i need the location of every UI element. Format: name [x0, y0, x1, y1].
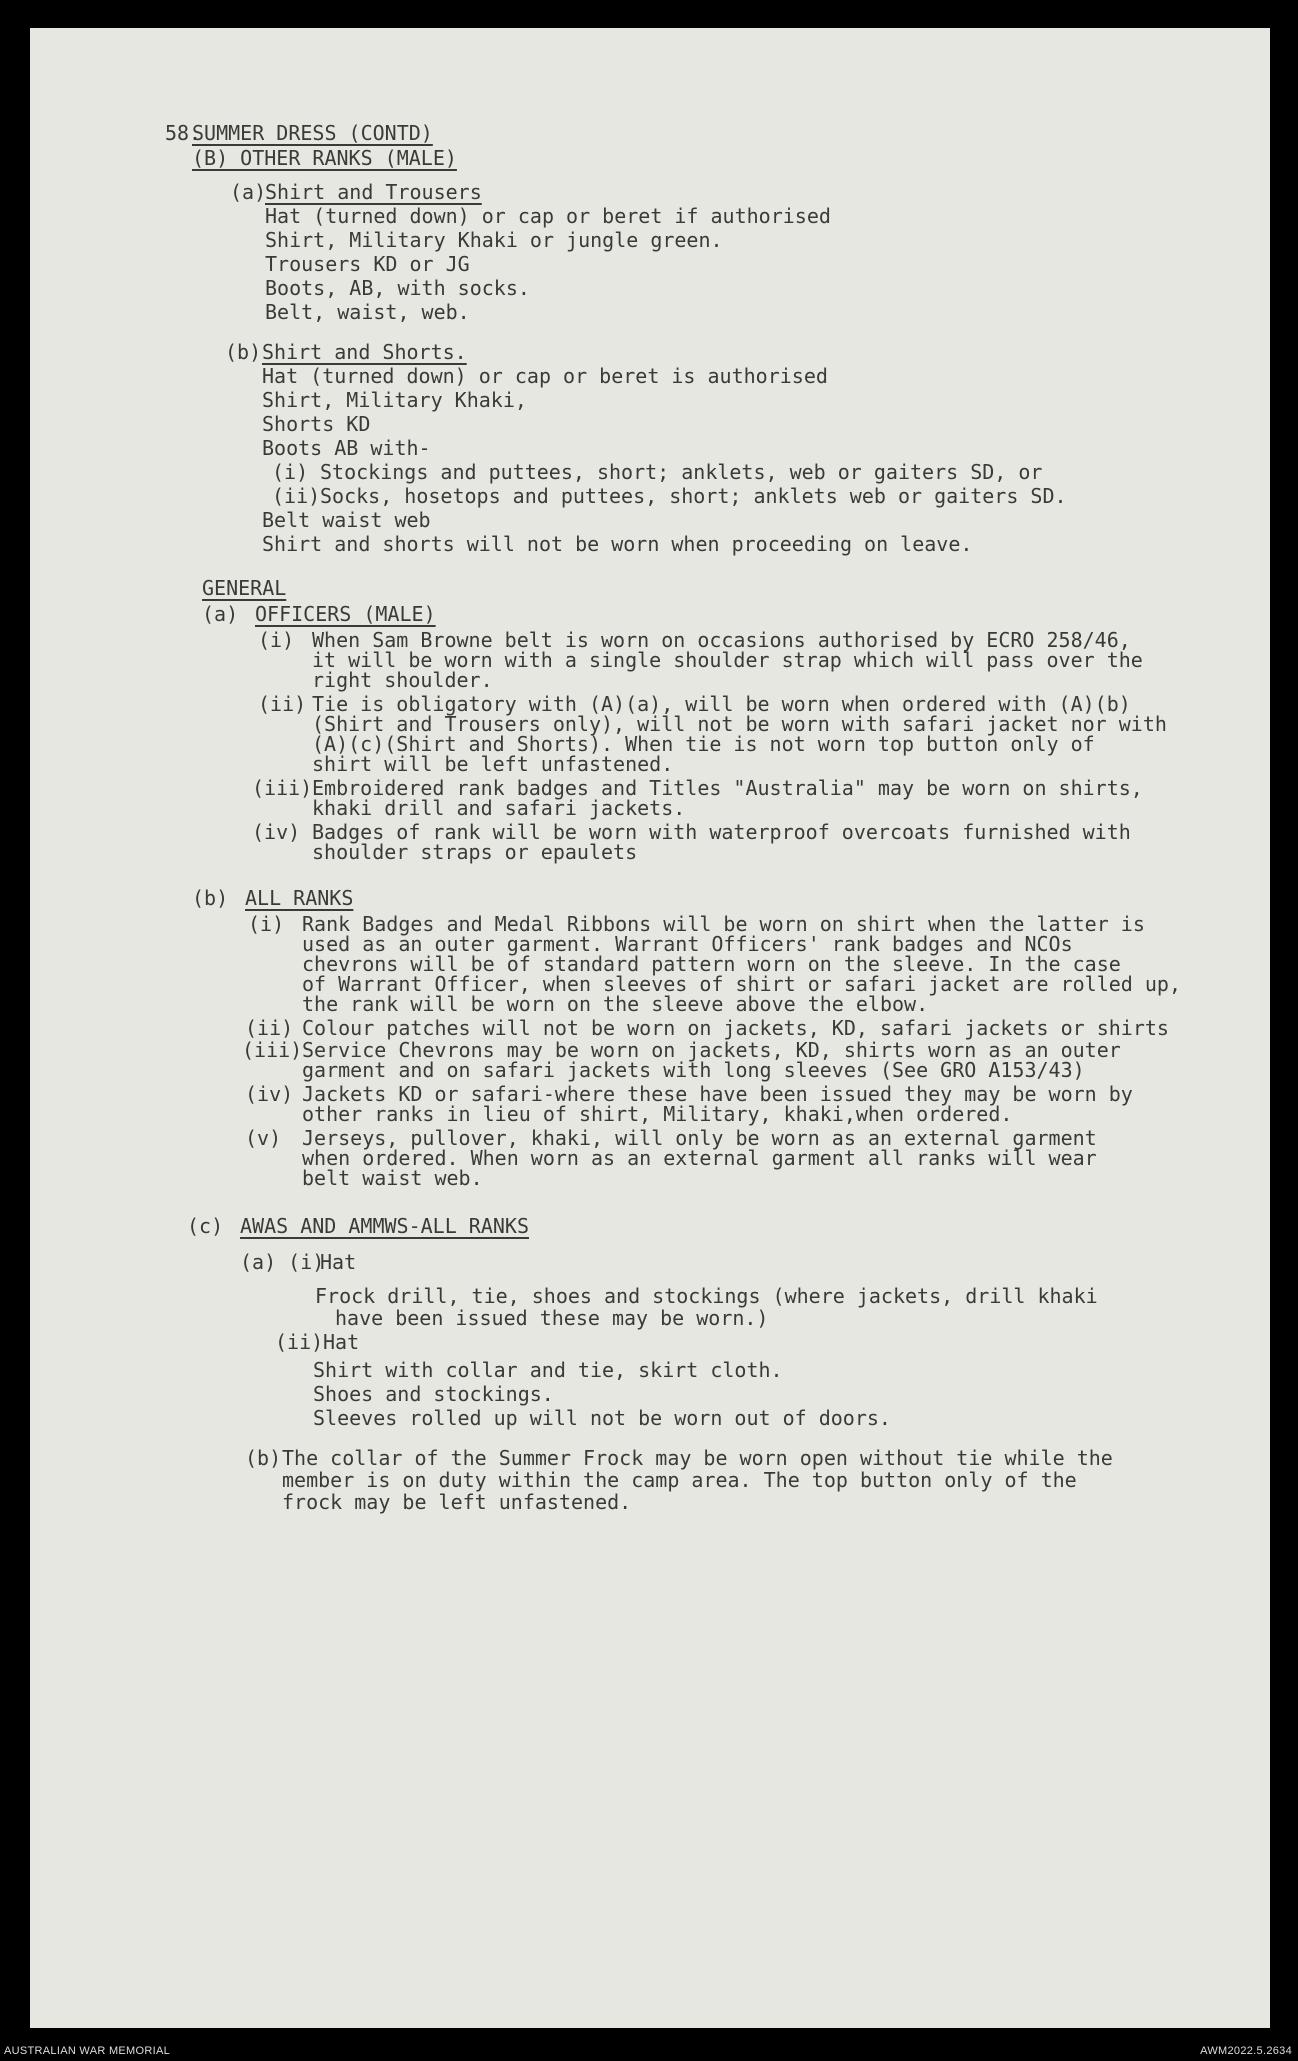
footer-source: AUSTRALIAN WAR MEMORIAL	[4, 2045, 171, 2057]
text-line: khaki drill and safari jackets.	[312, 796, 686, 820]
text-line: belt waist web.	[302, 1166, 483, 1190]
text-line: Shirt with collar and tie, skirt cloth.	[313, 1358, 783, 1382]
text-line: the rank will be worn on the sleeve above the elbow.	[302, 992, 929, 1016]
text-line: Jackets KD or safari-where these have been issued they may be worn by	[302, 1082, 1133, 1106]
item-label: (c)	[187, 1214, 224, 1238]
text-line: Hat	[320, 1250, 357, 1274]
officers-heading: OFFICERS (MALE)	[255, 602, 436, 626]
text-line: Stockings and puttees, short; anklets, web or gaiters SD, or	[320, 460, 1043, 484]
text-line: Belt, waist, web.	[265, 300, 470, 324]
item-label: (i)	[258, 628, 295, 652]
text-line: Rank Badges and Medal Ribbons will be worn on shirt when the latter is	[302, 912, 1145, 936]
item-label: (b)	[225, 340, 262, 364]
item-label: (a)	[230, 180, 267, 204]
text-line: frock may be left unfastened.	[282, 1490, 632, 1514]
item-label: (i)	[272, 460, 309, 484]
text-line: shirt will be left unfastened.	[312, 752, 674, 776]
paragraph-number: 58.	[165, 121, 202, 145]
text-line: (A)(c)(Shirt and Shorts). When tie is not worn top button only of	[312, 732, 1095, 756]
text-line: chevrons will be of standard pattern worn on the sleeve. In the case	[302, 952, 1121, 976]
item-label: (ii)	[258, 692, 307, 716]
item-label: (iv)	[245, 1082, 294, 1106]
text-line: Colour patches will not be worn on jackets, KD, safari jackets or shirts	[302, 1016, 1169, 1040]
document-page	[30, 28, 1270, 2028]
all-ranks-heading: ALL RANKS	[245, 886, 354, 910]
item-label: (b)	[192, 886, 229, 910]
general-heading: GENERAL	[202, 576, 287, 600]
text-line: Hat (turned down) or cap or beret is authorised	[262, 364, 828, 388]
item-label: (a)	[202, 602, 239, 626]
text-line: The collar of the Summer Frock may be worn open without tie while the	[282, 1446, 1113, 1470]
text-line: When Sam Browne belt is worn on occasions authorised by ECRO 258/46,	[312, 628, 1131, 652]
item-label: (ii)	[245, 1016, 294, 1040]
item-label: (iii)	[242, 1038, 303, 1062]
text-line: Hat (turned down) or cap or beret if authorised	[265, 204, 831, 228]
text-line: Shirt, Military Khaki,	[262, 388, 527, 412]
shirt-shorts-heading: Shirt and Shorts.	[262, 340, 467, 364]
text-line: Shirt and shorts will not be worn when proceeding on leave.	[262, 532, 973, 556]
shirt-trousers-heading: Shirt and Trousers	[265, 180, 482, 204]
text-line: Sleeves rolled up will not be worn out of doors.	[313, 1406, 891, 1430]
text-line: right shoulder.	[312, 668, 493, 692]
text-line: Socks, hosetops and puttees, short; anklets web or gaiters SD.	[320, 484, 1067, 508]
text-line: Embroidered rank badges and Titles "Australia" may be worn on shirts,	[312, 776, 1143, 800]
item-label: (b)	[245, 1446, 282, 1470]
text-line: Shoes and stockings.	[313, 1382, 554, 1406]
text-line: Service Chevrons may be worn on jackets, KD, shirts worn as an outer	[302, 1038, 1121, 1062]
text-line: Trousers KD or JG	[265, 252, 470, 276]
text-line: used as an outer garment. Warrant Officers' rank badges and NCOs	[302, 932, 1073, 956]
text-line: Boots AB with-	[262, 436, 431, 460]
item-label: (v)	[245, 1126, 282, 1150]
text-line: Frock drill, tie, shoes and stockings (where jackets, drill khaki	[315, 1284, 1098, 1308]
text-line: other ranks in lieu of shirt, Military, khaki,when ordered.	[302, 1102, 1013, 1126]
text-line: garment and on safari jackets with long sleeves (See GRO A153/43)	[302, 1058, 1085, 1082]
text-line: Tie is obligatory with (A)(a), will be worn when ordered with (A)(b)	[312, 692, 1131, 716]
footer-accession-number: AWM2022.5.2634	[1200, 2045, 1292, 2057]
text-line: Hat	[323, 1330, 360, 1354]
section-subtitle: (B) OTHER RANKS (MALE)	[192, 146, 457, 170]
text-line: member is on duty within the camp area. The top button only of the	[282, 1468, 1077, 1492]
text-line: (Shirt and Trousers only), will not be worn with safari jacket nor with	[312, 712, 1167, 736]
item-label: (ii)	[272, 484, 321, 508]
item-label: (iii)	[252, 776, 313, 800]
section-title: SUMMER DRESS (CONTD)	[192, 121, 433, 145]
text-line: shoulder straps or epaulets	[312, 840, 638, 864]
text-line: Shorts KD	[262, 412, 371, 436]
item-label: (ii)	[275, 1330, 324, 1354]
text-line: Jerseys, pullover, khaki, will only be worn as an external garment	[302, 1126, 1097, 1150]
item-label: (i)	[248, 912, 285, 936]
awas-heading: AWAS AND AMMWS-ALL RANKS	[240, 1214, 529, 1238]
text-line: have been issued these may be worn.)	[335, 1306, 769, 1330]
item-label: (a) (i)	[240, 1250, 325, 1274]
item-label: (iv)	[252, 820, 301, 844]
text-line: Boots, AB, with socks.	[265, 276, 530, 300]
text-line: Belt waist web	[262, 508, 431, 532]
text-line: when ordered. When worn as an external garment all ranks will wear	[302, 1146, 1097, 1170]
text-line: Badges of rank will be worn with waterproof overcoats furnished with	[312, 820, 1131, 844]
text-line: of Warrant Officer, when sleeves of shirt or safari jacket are rolled up,	[302, 972, 1181, 996]
text-line: it will be worn with a single shoulder strap which will pass over the	[312, 648, 1143, 672]
text-line: Shirt, Military Khaki or jungle green.	[265, 228, 723, 252]
